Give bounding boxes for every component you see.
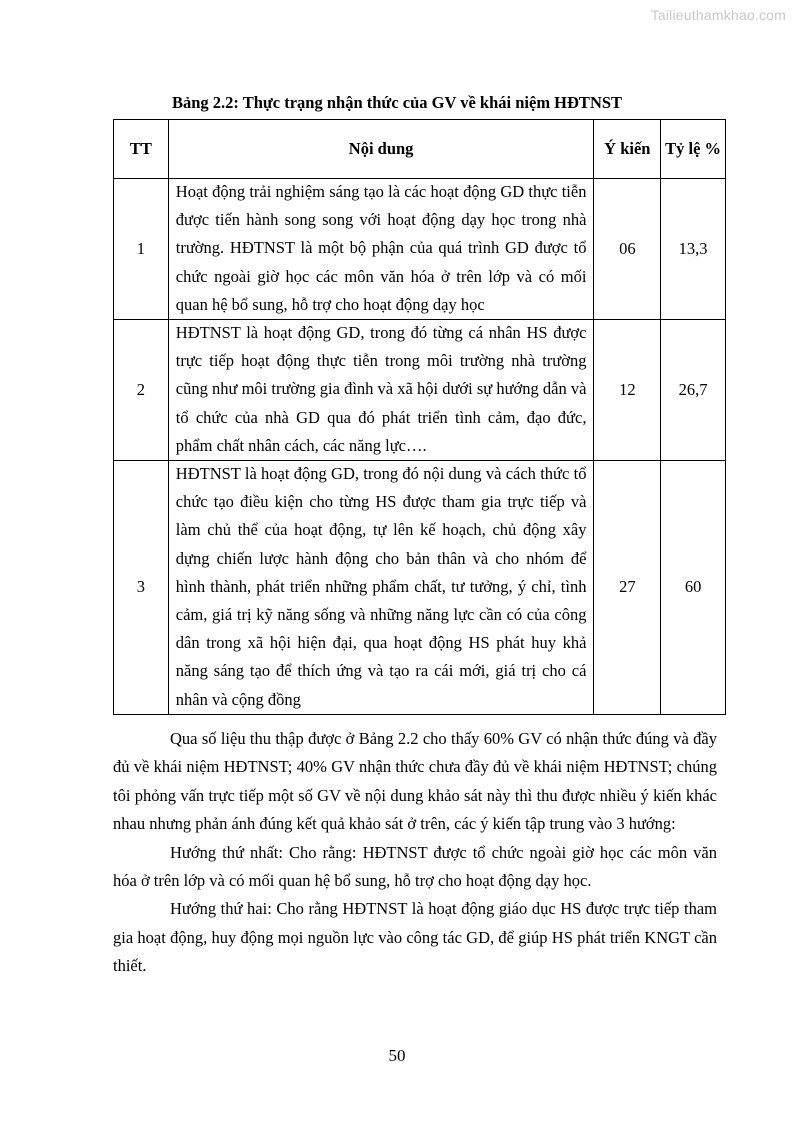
row-tt: 1	[114, 179, 169, 320]
table-row	[114, 461, 726, 715]
row-content-text: Hoạt động trải nghiệm sáng tạo là các hoạt động GD thực tiễn được tiến hành song song với hoạt động dạy học trong nhà trường. HĐTNST là một bộ phận của quá trình GD được tổ chức ngoài giờ học các môn văn hóa ở trên lớp và có mối quan hệ bổ sung, hỗ trợ cho hoạt động dạy học	[175, 182, 587, 314]
table-row	[114, 179, 726, 320]
row-rate: 26,7	[661, 320, 726, 461]
body-text	[113, 725, 717, 981]
watermark: Tailieuthamkhao.com	[650, 7, 786, 23]
row-content	[168, 320, 594, 461]
header-tt: TT	[114, 120, 169, 179]
table-row	[114, 320, 726, 461]
row-opinion: 27	[594, 461, 661, 715]
row-rate: 13,3	[661, 179, 726, 320]
row-tt: 3	[114, 461, 169, 715]
table-header-row	[114, 120, 726, 179]
header-rate: Tỷ lệ %	[661, 120, 726, 179]
paragraph: Hướng thứ hai: Cho rằng HĐTNST là hoạt động giáo dục HS được trực tiếp tham gia hoạt động, huy động mọi nguồn lực vào công tác GD, để giúp HS phát triển KNGT cần thiết.	[113, 899, 717, 976]
paragraph: Hướng thứ nhất: Cho rằng: HĐTNST được tổ chức ngoài giờ học các môn văn hóa ở trên lớp và có mối quan hệ bổ sung, hỗ trợ cho hoạt động dạy học.	[113, 842, 717, 891]
row-content	[168, 461, 594, 715]
row-content	[168, 179, 594, 320]
page-number: 50	[388, 1046, 406, 1065]
paragraph: Qua số liệu thu thập được ở Bảng 2.2 cho thấy 60% GV có nhận thức đúng và đầy đủ về khái niệm HĐTNST; 40% GV nhận thức chưa đầy đủ về khái niệm HĐTNST; chúng tôi phỏng vấn trực tiếp một số GV về nội dung khảo sát này thì thu được nhiều ý kiến khác nhau nhưng phản ánh đúng kết quả khảo sát ở trên, các ý kiến tập trung vào 3 hướng:	[113, 729, 717, 834]
row-tt: 2	[114, 320, 169, 461]
survey-table	[113, 119, 726, 715]
row-rate: 60	[661, 461, 726, 715]
row-content-text: HĐTNST là hoạt động GD, trong đó nội dung và cách thức tổ chức tạo điều kiện cho từng HS được tham gia trực tiếp và làm chủ thể của hoạt động, tự lên kế hoạch, chủ động xây dựng chiến lược hành động cho bản thân và cho nhóm để hình thành, phát triển những phẩm chất, tư tưởng, ý chỉ, tình cảm, giá trị kỹ năng sống và những năng lực cần có của công dân trong xã hội hiện đại, qua hoạt động HS phát huy khả năng sáng tạo để thích ứng và tạo ra cái mới, giá trị cho cá nhân và cộng đồng	[175, 464, 587, 709]
header-opinion: Ý kiến	[594, 120, 661, 179]
table-caption: Bảng 2.2: Thực trạng nhận thức của GV về khái niệm HĐTNST	[171, 93, 623, 112]
row-opinion: 06	[594, 179, 661, 320]
row-opinion: 12	[594, 320, 661, 461]
header-content: Nội dung	[168, 120, 594, 179]
row-content-text: HĐTNST là hoạt động GD, trong đó từng cá nhân HS được trực tiếp hoạt động thực tiễn trong môi trường nhà trường cũng như môi trường gia đình và xã hội dưới sự hướng dẫn và tổ chức của nhà GD qua đó phát triển tình cảm, đạo đức, phẩm chất nhân cách, các năng lực….	[175, 323, 587, 455]
